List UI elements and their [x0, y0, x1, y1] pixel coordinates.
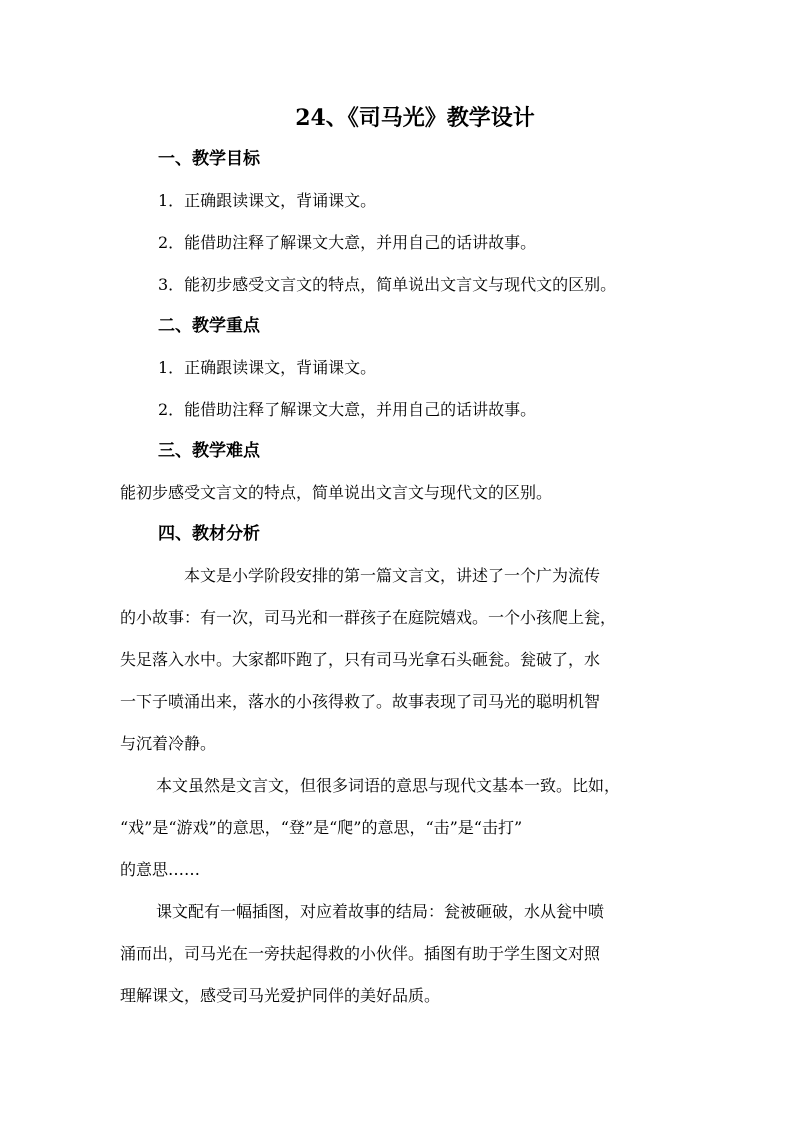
analysis-paragraph-1	[120, 555, 680, 765]
paragraph-line: 的小故事：有一次，司马光和一群孩子在庭院嬉戏。一个小孩爬上瓮，	[120, 608, 617, 627]
heading-key-points: 二、教学重点	[158, 316, 260, 336]
paragraph-line: 本文是小学阶段安排的第一篇文言文，讲述了一个广为流传	[184, 566, 601, 585]
key-point-item-2: 2．能借助注释了解课文大意，并用自己的话讲故事。	[158, 400, 537, 419]
paragraph-line: 涌而出，司马光在一旁扶起得救的小伙伴。插图有助于学生图文对照	[120, 944, 601, 963]
paragraph-line: “戏”是“游戏”的意思，“登”是“爬”的意思，“击”是“击打”	[120, 818, 523, 837]
goal-item-2: 2．能借助注释了解课文大意，并用自己的话讲故事。	[158, 233, 537, 252]
goal-item-3: 3．能初步感受文言文的特点，简单说出文言文与现代文的区别。	[158, 275, 617, 294]
difficulty-text: 能初步感受文言文的特点，简单说出文言文与现代文的区别。	[120, 483, 553, 502]
analysis-paragraph-3	[120, 891, 680, 1017]
paragraph-line: 与沉着冷静。	[120, 734, 217, 753]
paragraph-line: 失足落入水中。大家都吓跑了，只有司马光拿石头砸瓮。瓮破了，水	[120, 650, 601, 669]
page-title: 24、《司马光》教学设计	[295, 105, 535, 131]
heading-teaching-goals: 一、教学目标	[158, 149, 260, 169]
paragraph-line: 一下子喷涌出来，落水的小孩得救了。故事表现了司马光的聪明机智	[120, 692, 601, 711]
key-point-item-1: 1．正确跟读课文，背诵课文。	[158, 358, 377, 377]
paragraph-line: 的意思……	[120, 860, 201, 879]
paragraph-line: 课文配有一幅插图，对应着故事的结局：瓮被砸破，水从瓮中喷	[156, 902, 605, 921]
heading-material-analysis: 四、教材分析	[158, 524, 260, 544]
heading-difficulties: 三、教学难点	[158, 441, 260, 461]
analysis-paragraph-2	[120, 765, 680, 891]
goal-item-1: 1．正确跟读课文，背诵课文。	[158, 191, 377, 210]
paragraph-line: 理解课文，感受司马光爱护同伴的美好品质。	[120, 986, 441, 1005]
paragraph-line: 本文虽然是文言文，但很多词语的意思与现代文基本一致。比如，	[156, 776, 621, 795]
